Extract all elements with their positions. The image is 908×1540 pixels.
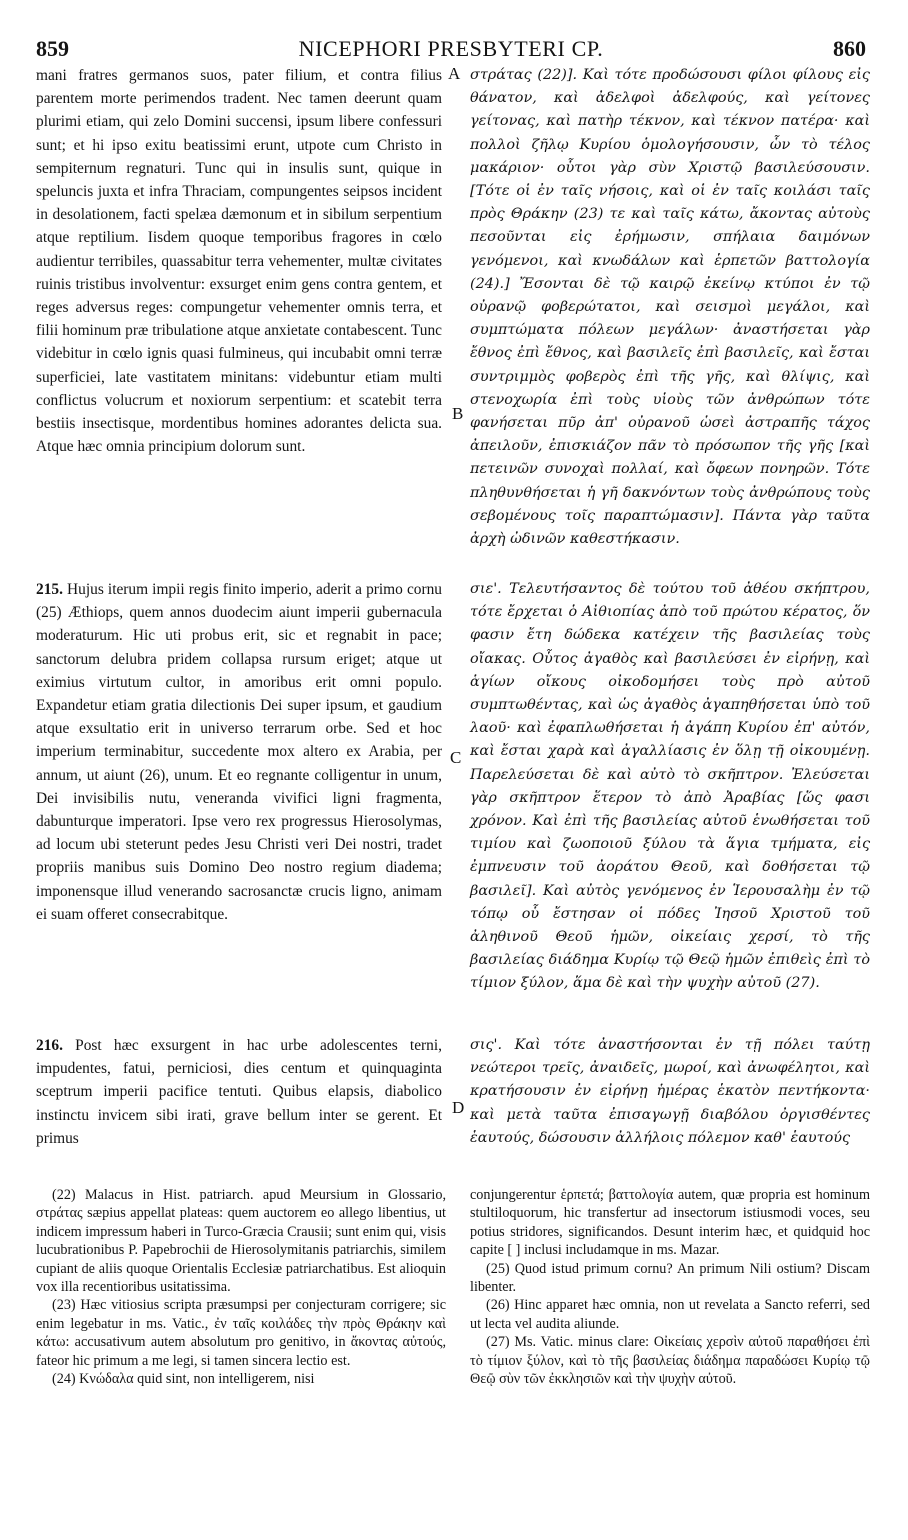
running-title: NICEPHORI PRESBYTERI CP.	[298, 36, 604, 61]
footnote-27: (27) Ms. Vatic. minus clare: Οἰκείαις χερσὶν αὐτοῦ παραθήσει ἐπὶ τὸ τίμιον ξύλον, καὶ τὸ τῆς βασιλείας διάδημα παραδώσει Κυρίῳ τῷ Θεῷ σὺν τῶν ἐκκλησιῶν καὶ τὴν ψυχὴν αὐτοῦ.	[470, 1334, 870, 1388]
latin-p215	[36, 578, 442, 926]
greek-p216-number: σις'.	[470, 1037, 503, 1053]
latin-p215-text: Hujus iterum impii regis finito imperio, aderit a primo cornu (25) Æthiops, quem annos duodecim aiunt imperii gubernacula moderaturum. Hic uti probus erit, sic et regnabit in pace; sanctorum delubra pridem collapsa rursum eriget; atque ut eximius virtutum cultor, in amoribus erit omni populo. Expandetur etiam gratia dilectionis Dei super ipsum, et gaudium atque exsultatio erit in universo terrarum orbe. Sed et hoc imperium terminabitur, succedente mox altero ex Arabia, per annum, ut aiunt (26), unum. Et eo regnante colligentur in unum, Dei invisibilis nutu, veneranda vivifici ligni fragmenta, dabunturque imperatori. Ipse vero rex progressus Hierosolymas, ad locum ubi steterunt pedes Jesu Christi veri Dei nostri, tradet propriis manibus suis Domino Deo nostro regium diadema; imponensque illud venerando sacrosanctæ crucis ligno, animam ei suam offeret consecrabitque.	[36, 581, 442, 923]
latin-p216	[36, 1034, 442, 1150]
greek-p215-text: Τελευτήσαντος δὲ τούτου τοῦ ἀθέου σκήπτρου, τότε ἔρχεται ὁ Αἰθιοπίας ἀπὸ τοῦ πρώτου κέρατος, ὅν φασιν ἔτη δώδεκα κατέχειν τῆς βασιλείας τοὺς οἴακας. Οὗτος ἀγαθὸς καὶ βασιλεύσει ἐν εἰρήνῃ, καὶ ἁγίων οἴκους οἰκοδομήσει τοὺς πρὸ αὐτοῦ συμπτωθέντας, καὶ ὡς ἀγαθὸς ἀγαπηθήσεται ὑπὸ τοῦ λαοῦ· καὶ ἐφαπλωθήσεται ἡ ἀγάπη Κυρίου ἐπ' αὐτόν, καὶ ἔσται χαρὰ καὶ ἀγαλλίασις ἐν ὅλῃ τῇ οἰκουμένῃ. Παρελεύσεται δὲ καὶ αὐτὸ τὸ σκῆπτρον. Ἐλεύσεται γὰρ σκῆπτρον ἕτερον τὸ ἀπὸ Ἀραβίας [ὥς φασι χρόνον. Καὶ ἐπὶ τῆς βασιλείας αὐτοῦ ἑνωθήσεται τοῦ τιμίου καὶ ζωοποιοῦ ξύλου τὰ ἅγια τμήματα, εἰς ἐμπνευσιν τοῦ ἀοράτου Θεοῦ, καὶ δοθήσεται τῷ βασιλεῖ]. Καὶ αὐτὸς γενόμενος ἐν Ἱερουσαλὴμ ἐν τῷ τόπῳ οὗ ἔστησαν οἱ πόδες Ἰησοῦ Χριστοῦ τοῦ ἀληθινοῦ Θεοῦ ἡμῶν, οἰκείαις χερσί, τὸ τῆς βασιλείας διάδημα Κυρίῳ τῷ Θεῷ ἡμῶν ἐπιθεὶς ἐπὶ τὸ τίμιον ξύλον, ἅμα δὲ καὶ τὴν ψυχὴν αὐτοῦ (27).	[470, 581, 870, 992]
greek-p215-number: σιε'.	[470, 581, 502, 597]
greek-p216	[470, 1034, 870, 1150]
footnotes-right	[470, 1186, 870, 1388]
greek-p215	[470, 578, 870, 996]
greek-p214-tail: στράτας (22)]. Καὶ τότε προδώσουσι φίλοι φίλους εἰς θάνατον, καὶ ἀδελφοὶ ἀδελφούς, καὶ γείτονες γείτονας, καὶ πατὴρ τέκνον, καὶ τέκνον πατέρα· καὶ πολλοὶ ζῆλῳ Κυρίου ὁμολογήσουσιν, ὧν τὸ τέλος μακάριον· οὗτοι γὰρ σὺν Χριστῷ βασιλεύσουσιν. [Τότε οἱ ἐν ταῖς νήσοις, καὶ οἱ ἐν ταῖς κοιλάσι ταῖς πρὸς Θράκην (23) τε καὶ ταῖς κάτω, ἄκοντας αὐτοὺς πεσοῦνται εἰς ἐρήμωσιν, σπήλαια δαιμόνων γενόμενοι, καὶ κνωδάλων καὶ ἑρπετῶν βαττολογία (24).] Ἔσονται δὲ τῷ καιρῷ ἐκείνῳ κτύποι ἐν τῷ οὐρανῷ φοβερώτατοι, καὶ σεισμοὶ μεγάλοι, καὶ συμπτώματα πόλεων μεγάλων· ἀναστήσεται γὰρ ἔθνος ἐπὶ ἔθνος, καὶ βασιλεῖς ἐπὶ βασιλεῖς, καὶ ἔσται συντριμμὸς φοβερὸς ἐπὶ τῆς γῆς, καὶ θλίψις, καὶ στενοχωρία ἐπὶ τοὺς υἱοὺς τῶν ἀνθρώπων τότε φανήσεται πῦρ ἀπ' οὐρανοῦ ὡσεὶ ἀστραπῆς τάχος ἀπειλοῦν, ἐπισκιάζον πᾶν τὸ πρόσωπον τῆς γῆς [καὶ πετεινῶν συνοχαὶ πολλαί, καὶ ὄφεων πονηρῶν. Τότε πληθυνθήσεται ἡ γῆ δακνόντων τοὺς ἀνθρώπους τοὺς σεβομένους τοῖς παραπτώμασιν]. Πάντα γὰρ ταῦτα ἀρχὴ ὠδινῶν καθεστήκασιν.	[470, 67, 870, 548]
footnote-25: (25) Quod istud primum cornu? An primum Nili ostium? Discam libenter.	[470, 1260, 870, 1296]
footnotes-left	[36, 1186, 446, 1388]
margin-letter-b: B	[452, 404, 464, 423]
margin-letter-a: A	[448, 64, 461, 83]
page-number-right: 860	[833, 36, 866, 61]
page-number-left: 859	[36, 36, 69, 61]
footnote-24-start: (24) Κνώδαλα quid sint, non intelligerem, nisi	[52, 1371, 315, 1388]
margin-letter-c: C	[450, 748, 462, 767]
footnote-22: (22) Malacus in Hist. patriarch. apud Meursium in Glossario, στράτας sæpius appellat plateas: quem auctorem eo allego libentius, ut indicem impressum haberi in Turco-Græcia Crausii; sunt enim qui, visis lucubrationibus P. Papebrochii de Hierosolymitanis patriarchis, similem cupiant de aliis quoque Orientalis Ecclesiæ patriarchatibus. Est alioquin vox illa recentioribus usitatissima.	[36, 1187, 446, 1296]
latin-p216-text: Post hæc exsurgent in hac urbe adolescentes terni, impudentes, fatui, perniciosi, dies centum et quinquaginta sceptrum imperii pacifice tentuti. Quibus elapsis, diabolico instinctu invicem sibi irati, grave bellum inter se gerent. Et primus	[36, 1037, 442, 1147]
latin-p215-number: 215.	[36, 581, 63, 598]
latin-p214-tail: mani fratres germanos suos, pater filium, et contra filius parentem morte perimendos tradent. Nec tamen deerunt quam plurimi etiam, qui zelo Domini succensi, ipsum libere confessuri sunt; et hi ipso exitu beatissimi erunt, utpote cum Christo in sempiternum regnaturi. Tunc qui in insulis sunt, quique in speluncis juxta et infra Thraciam, compungentes seipsos incident in desolationem, facti spelæa dæmonum et in sibilum serpentium atque reptilium. Iisdem quoque temporibus fragores in cœlo audientur terribiles, quassabitur terra vehementer, multæ civitates ruinis tristibus involventur: exsurget enim gens contra gentem, et reges adversus reges: compungetur vehementer omnis terra, et filii hominum præ tribulatione atque anxietate contabescent. Tunc videbitur in cœlo ignis quasi fulmineus, qui incubabit omni terræ superficiei, late vastitatem minitans: videbuntur etiam multi conflictus volucrum et noxiorum serpentium: et scatebit terra bestiis insectisque, mordentibus homines adorantes delicta sua. Atque hæc omnia principium dolorum sunt.	[36, 67, 442, 456]
footnote-23: (23) Hæc vitiosius scripta præsumpsi per conjecturam corrigere; sic enim legebatur in ms. Vatic., ἐν ταῖς κοιλάδες τὴν πρὸς Θράκην καὶ κάτω: accusativum autem absolutum pro genitivo, in ἄκοντας αὐτούς, fateor hic primum a me legi, si tamen sincera lectio est.	[36, 1297, 446, 1369]
footnote-26: (26) Hinc apparet hæc omnia, non ut revelata a Sancto referri, sed ut lecta vel audita aliunde.	[470, 1297, 870, 1332]
greek-p216-text: Καὶ τότε ἀναστήσονται ἐν τῇ πόλει ταύτῃ νεώτεροι τρεῖς, ἀναιδεῖς, μωροί, καὶ ἀνωφέλητοι, καὶ κρατήσουσιν ἐν εἰρήνῃ ἡμέρας ἑκατὸν πεντήκοντα· καὶ μετὰ ταῦτα ἐπισαγωγῇ διαβόλου ὀργισθέντες ἑαυτούς, δώσουσιν ἀλλήλοις πόλεμον καθ' ἑαυτούς	[470, 1037, 870, 1146]
running-header	[36, 36, 866, 64]
footnote-24-end: conjungerentur ἑρπετά; βαττολογία autem, quæ propria est hominum stultiloquorum, hic transfertur ad insectorum istiusmodi voces, seu potius stridores, significandos. Desunt interim hæc, et quidquid hoc capite [ ] inclusi includamque in ms. Mazar.	[470, 1187, 870, 1259]
latin-p216-number: 216.	[36, 1037, 63, 1054]
margin-letter-d: D	[452, 1098, 465, 1117]
